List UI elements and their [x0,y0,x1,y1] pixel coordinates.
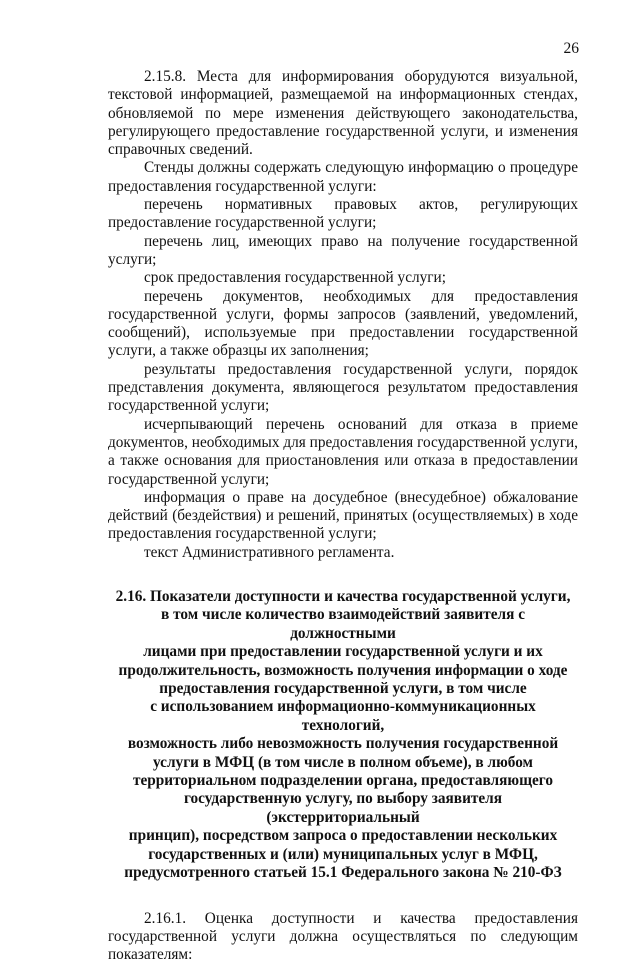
list-item: текст Административного регламента. [144,543,395,561]
paragraph-2-16-1: 2.16.1. Оценка доступности и качества предоставления государственной услуги должна осуществляться по следующим показателям: [108,909,578,964]
heading-line: в том числе количество взаимодействий заявителя с должностными [161,606,525,642]
list-item: исчерпывающий перечень оснований для отказа в приеме документов, необходимых для предоставления государственной услуги, а также основания для приостановления или отказа в предоставлении государственной услуги; [108,415,578,488]
list-item: перечень нормативных правовых актов, регулирующих предоставление государственной услуги; [108,196,578,232]
stands-intro-paragraph: Стенды должны содержать следующую информацию о процедуре предоставления государственной услуги: [108,159,578,195]
heading-line: предоставления государственной услуги, в том числе [159,680,527,698]
section-heading-2-16 [108,588,578,883]
heading-line: лицами при предоставлении государственной услуги и их [143,643,543,661]
list-item: срок предоставления государственной услуги; [144,269,446,287]
heading-line: продолжительность, возможность получения информации о ходе [118,661,568,679]
list-item: результаты предоставления государственной услуги, порядок представления документа, являющегося результатом предоставления государственной услуги; [108,360,578,415]
heading-line: с использованием информационно-коммуникационных технологий, [150,698,536,734]
list-item: перечень лиц, имеющих право на получение государственной услуги; [108,232,578,268]
document-body [108,68,578,964]
heading-line: услуги в МФЦ (в том числе в полном объеме), в любом [153,753,533,771]
heading-line: принцип), посредством запроса о предоставлении нескольких [128,827,558,845]
list-item: информация о праве на досудебное (внесудебное) обжалование действий (бездействия) и решений, принятых (осуществляемых) в ходе предоставления государственной услуги; [108,488,578,543]
list-item: перечень документов, необходимых для предоставления государственной услуги, формы запросов (заявлений, уведомлений, сообщений), используемые при предоставлении государственной услуги, а также образцы их заполнения; [108,287,578,360]
page-number: 26 [563,40,579,57]
heading-line: государственных и (или) муниципальных услуг в МФЦ, [148,845,538,863]
heading-line: предусмотренного статьей 15.1 Федерального закона № 210-ФЗ [124,864,562,882]
paragraph-2-15-8: 2.15.8. Места для информирования оборудуются визуальной, текстовой информацией, размещаемой на информационных стендах, обновляемой по мере изменения действующего законодательства, регулирующего предоставление государственной услуги, и изменения справочных сведений. [108,68,578,159]
heading-line: 2.16. Показатели доступности и качества государственной услуги, [115,588,571,606]
heading-line: возможность либо невозможность получения государственной [127,735,559,753]
heading-line: территориальном подразделении органа, предоставляющего [132,772,554,790]
heading-line: государственную услугу, по выбору заявителя (экстерриториальный [183,790,503,826]
